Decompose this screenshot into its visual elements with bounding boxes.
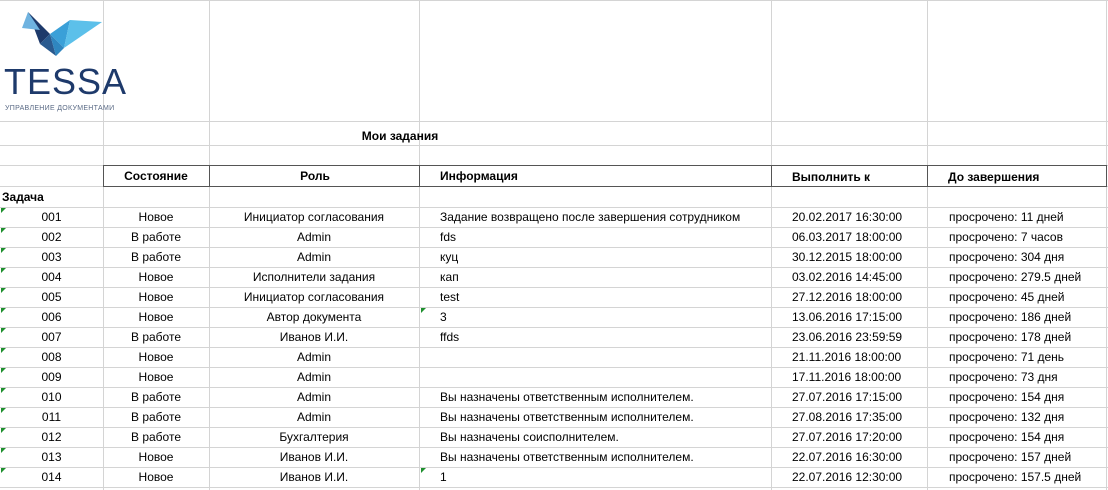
task-role-cell[interactable]: Иванов И.И. <box>279 470 349 484</box>
task-due-cell[interactable]: 27.12.2016 18:00:00 <box>792 290 903 304</box>
task-info-cell[interactable]: Вы назначены ответственным исполнителем. <box>440 390 694 404</box>
task-due-cell[interactable]: 06.03.2017 18:00:00 <box>792 230 903 244</box>
task-remaining-cell[interactable]: просрочено: 71 день <box>949 350 1065 364</box>
task-info-cell[interactable]: Вы назначены соисполнителем. <box>440 430 619 444</box>
task-id-cell[interactable]: 003 <box>41 250 62 264</box>
task-due-cell[interactable]: 20.02.2017 16:30:00 <box>792 210 903 224</box>
task-due-cell[interactable]: 22.07.2016 12:30:00 <box>792 470 903 484</box>
comment-marker-icon <box>421 468 426 473</box>
task-state-cell[interactable]: Новое <box>138 310 174 324</box>
task-id-cell[interactable]: 012 <box>41 430 62 444</box>
task-role-cell[interactable]: Автор документа <box>266 310 362 324</box>
bird-logo-icon <box>0 0 140 62</box>
task-info-cell[interactable]: кап <box>440 270 459 284</box>
task-state-cell[interactable]: Новое <box>138 290 174 304</box>
task-state-cell[interactable]: В работе <box>130 330 181 344</box>
task-due-cell[interactable]: 27.07.2016 17:20:00 <box>792 430 903 444</box>
task-role-cell[interactable]: Исполнители задания <box>252 270 376 284</box>
task-id-cell[interactable]: 005 <box>41 290 62 304</box>
task-due-cell[interactable]: 17.11.2016 18:00:00 <box>792 370 902 384</box>
header-border <box>1106 165 1107 186</box>
task-due-cell[interactable]: 22.07.2016 16:30:00 <box>792 450 903 464</box>
task-remaining-cell[interactable]: просрочено: 178 дней <box>949 330 1072 344</box>
task-id-cell[interactable]: 008 <box>41 350 62 364</box>
task-state-cell[interactable]: Новое <box>138 350 174 364</box>
header-border <box>771 165 772 186</box>
task-remaining-cell[interactable]: просрочено: 304 дня <box>949 250 1065 264</box>
task-role-cell[interactable]: Admin <box>296 390 331 404</box>
report-title: Мои задания <box>361 129 439 143</box>
task-role-cell[interactable]: Admin <box>296 370 331 384</box>
comment-marker-icon <box>1 288 6 293</box>
task-role-cell[interactable]: Admin <box>296 410 331 424</box>
comment-marker-icon <box>1 308 6 313</box>
task-due-cell[interactable]: 21.11.2016 18:00:00 <box>792 350 902 364</box>
comment-marker-icon <box>1 448 6 453</box>
task-due-cell[interactable]: 30.12.2015 18:00:00 <box>792 250 903 264</box>
grid-hline <box>0 0 1108 1</box>
task-state-cell[interactable]: Новое <box>138 270 174 284</box>
task-state-cell[interactable]: В работе <box>130 230 181 244</box>
comment-marker-icon <box>421 308 426 313</box>
task-info-cell[interactable]: 3 <box>440 310 447 324</box>
task-remaining-cell[interactable]: просрочено: 157 дней <box>949 450 1072 464</box>
comment-marker-icon <box>1 228 6 233</box>
logo-wordmark: TESSA <box>4 61 128 102</box>
grid-hline <box>0 487 1108 488</box>
task-role-cell[interactable]: Бухгалтерия <box>279 430 349 444</box>
comment-marker-icon <box>1 408 6 413</box>
comment-marker-icon <box>1 208 6 213</box>
task-remaining-cell[interactable]: просрочено: 279.5 дней <box>949 270 1082 284</box>
task-id-cell[interactable]: 006 <box>41 310 62 324</box>
comment-marker-icon <box>1 468 6 473</box>
task-state-cell[interactable]: В работе <box>130 390 181 404</box>
task-state-cell[interactable]: В работе <box>130 250 181 264</box>
grid-vline <box>1106 0 1107 490</box>
task-id-cell[interactable]: 001 <box>41 210 62 224</box>
task-id-cell[interactable]: 002 <box>41 230 62 244</box>
task-id-cell[interactable]: 007 <box>41 330 62 344</box>
grid-vline <box>419 0 420 490</box>
task-info-cell[interactable]: Вы назначены ответственным исполнителем. <box>440 410 694 424</box>
task-info-cell[interactable]: fds <box>440 230 457 244</box>
task-id-cell[interactable]: 014 <box>41 470 62 484</box>
grid-hline <box>0 121 1108 122</box>
task-role-cell[interactable]: Иванов И.И. <box>279 450 349 464</box>
column-header-remaining[interactable]: До завершения <box>948 170 1040 184</box>
task-role-cell[interactable]: Admin <box>296 250 331 264</box>
comment-marker-icon <box>1 388 6 393</box>
task-remaining-cell[interactable]: просрочено: 186 дней <box>949 310 1072 324</box>
task-role-cell[interactable]: Admin <box>296 350 331 364</box>
task-due-cell[interactable]: 13.06.2016 17:15:00 <box>792 310 903 324</box>
task-remaining-cell[interactable]: просрочено: 73 дня <box>949 370 1058 384</box>
task-id-cell[interactable]: 011 <box>41 410 62 424</box>
task-info-cell[interactable]: куц <box>440 250 459 264</box>
task-info-cell[interactable]: Задание возвращено после завершения сотрудником <box>440 210 741 224</box>
comment-marker-icon <box>1 428 6 433</box>
task-info-cell[interactable]: test <box>440 290 460 304</box>
task-id-cell[interactable]: 009 <box>41 370 62 384</box>
comment-marker-icon <box>1 348 6 353</box>
task-state-cell[interactable]: В работе <box>130 430 181 444</box>
comment-marker-icon <box>1 368 6 373</box>
task-state-cell[interactable]: Новое <box>138 210 174 224</box>
task-due-cell[interactable]: 03.02.2016 14:45:00 <box>792 270 903 284</box>
task-info-cell[interactable] <box>440 367 770 387</box>
header-border <box>927 165 928 186</box>
task-role-cell[interactable]: Инициатор согласования <box>243 290 385 304</box>
column-header-info[interactable]: Информация <box>440 169 518 183</box>
task-remaining-cell[interactable]: просрочено: 45 дней <box>949 290 1065 304</box>
task-info-cell[interactable] <box>440 347 770 367</box>
task-due-cell[interactable]: 23.06.2016 23:59:59 <box>792 330 903 344</box>
logo-subtitle: УПРАВЛЕНИЕ ДОКУМЕНТАМИ <box>5 105 115 112</box>
task-state-cell[interactable]: Новое <box>138 470 174 484</box>
column-header-due[interactable]: Выполнить к <box>792 170 871 184</box>
task-role-cell[interactable]: Admin <box>296 230 331 244</box>
task-role-cell[interactable]: Инициатор согласования <box>243 210 385 224</box>
task-id-cell[interactable]: 004 <box>41 270 62 284</box>
column-header-state[interactable]: Состояние <box>124 169 188 183</box>
task-info-cell[interactable]: ffds <box>440 330 460 344</box>
comment-marker-icon <box>1 328 6 333</box>
task-state-cell[interactable]: Новое <box>138 370 174 384</box>
tessa-logo <box>0 0 140 120</box>
task-info-cell[interactable]: Вы назначены ответственным исполнителем. <box>440 450 694 464</box>
task-remaining-cell[interactable]: просрочено: 132 дня <box>949 410 1065 424</box>
comment-marker-icon <box>1 268 6 273</box>
grid-vline <box>771 0 772 490</box>
task-due-cell[interactable]: 27.08.2016 17:35:00 <box>792 410 903 424</box>
task-remaining-cell[interactable]: просрочено: 11 дней <box>949 210 1064 224</box>
grid-vline <box>927 0 928 490</box>
task-remaining-cell[interactable]: просрочено: 154 дня <box>949 430 1065 444</box>
task-remaining-cell[interactable]: просрочено: 157.5 дней <box>949 470 1082 484</box>
task-due-cell[interactable]: 27.07.2016 17:15:00 <box>792 390 903 404</box>
task-state-cell[interactable]: В работе <box>130 410 181 424</box>
task-remaining-cell[interactable]: просрочено: 7 часов <box>949 230 1063 244</box>
task-info-cell[interactable]: 1 <box>440 470 447 484</box>
group-label: Задача <box>2 190 44 204</box>
column-header-role[interactable]: Роль <box>300 169 330 183</box>
task-id-cell[interactable]: 010 <box>41 390 62 404</box>
task-remaining-cell[interactable]: просрочено: 154 дня <box>949 390 1065 404</box>
task-role-cell[interactable]: Иванов И.И. <box>279 330 349 344</box>
task-state-cell[interactable]: Новое <box>138 450 174 464</box>
comment-marker-icon <box>1 248 6 253</box>
task-id-cell[interactable]: 013 <box>41 450 62 464</box>
